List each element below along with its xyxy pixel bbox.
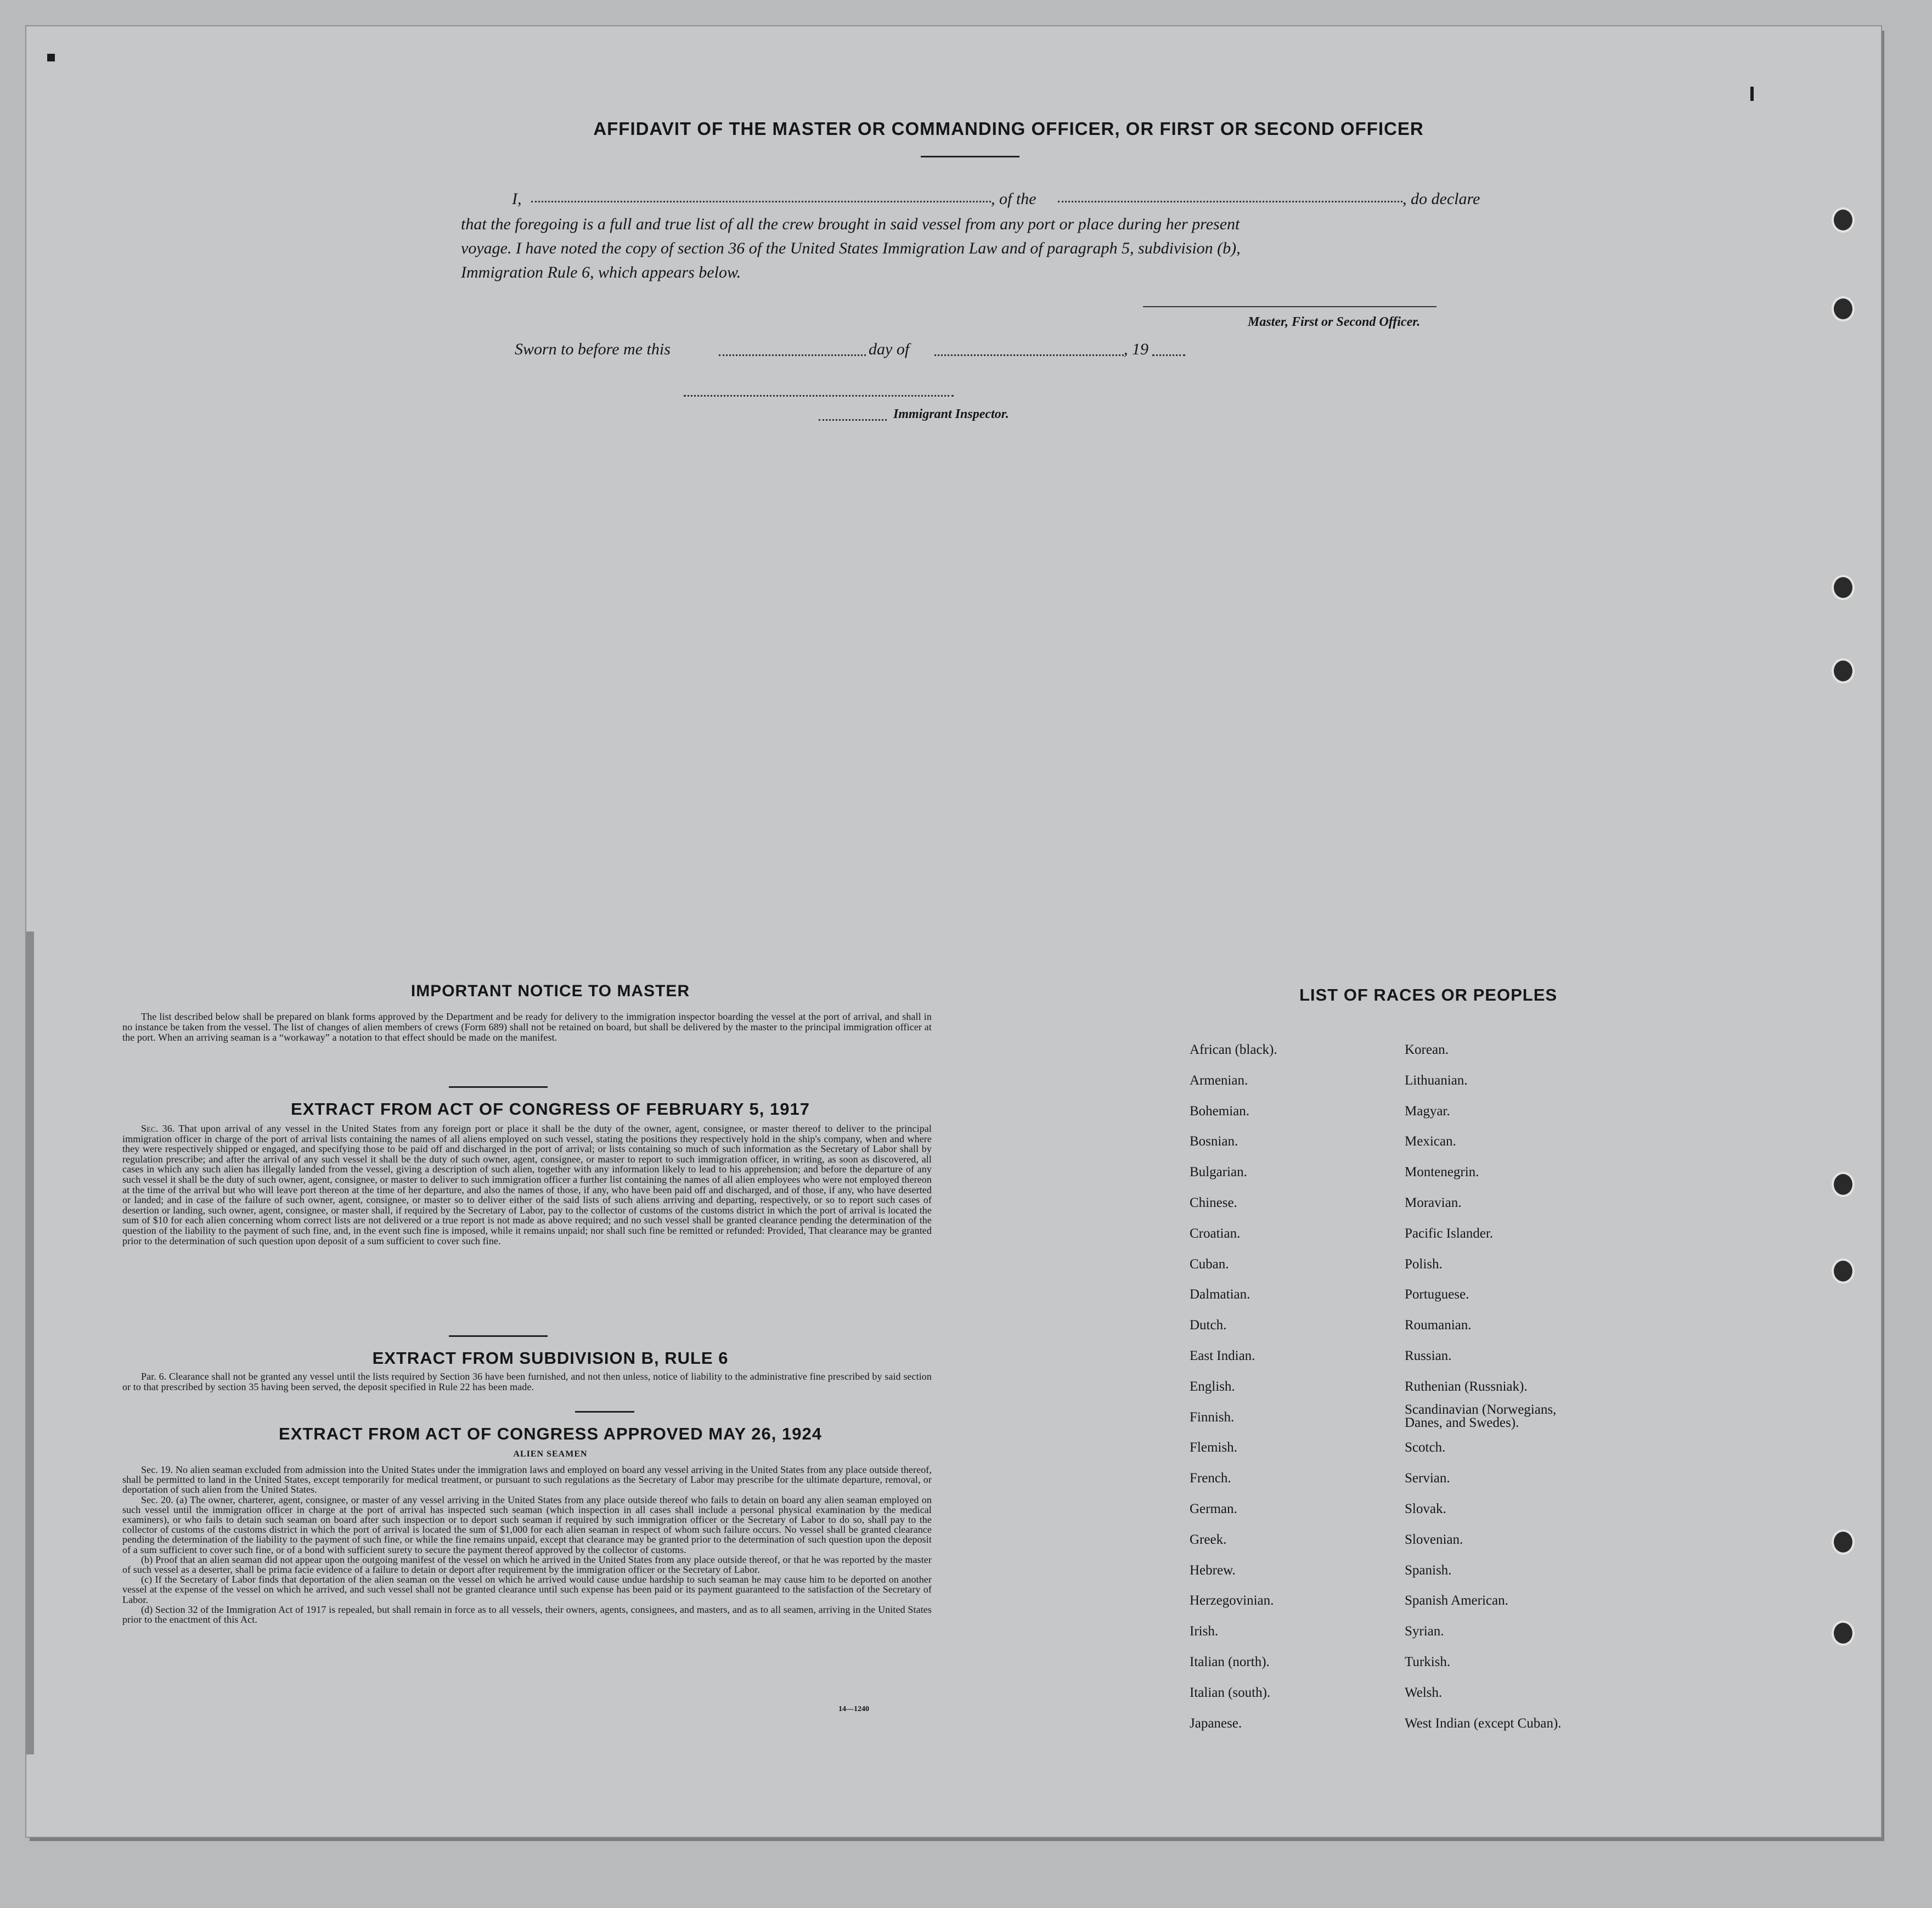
race-item: Scotch. — [1405, 1440, 1446, 1455]
notice-paragraph: The list described below shall be prepared on blank forms approved by the Department and be ready for delivery to the immigration inspector boarding the vessel at the port of arrival, and shall in no instance be taken from the vessel. The list of changes of alien members of crews (Form 689) shall not be retained on board, but shall be delivered by the master to the principal immigration officer at the port. When an arriving seaman is a “workaway” a notation to that effect should be made on the manifest. — [122, 1011, 932, 1043]
race-item: Mexican. — [1405, 1134, 1456, 1149]
sec-36-label: Sec. 36. — [141, 1123, 175, 1134]
sworn-end: , 19 — [1124, 340, 1148, 358]
divider-2 — [449, 1335, 548, 1337]
race-item: Bosnian. — [1190, 1134, 1238, 1149]
master-signature-field[interactable] — [1143, 306, 1437, 307]
affidavit-line4: Immigration Rule 6, which appears below. — [461, 263, 741, 281]
corner-mark — [47, 54, 55, 61]
master-signature-caption: Master, First or Second Officer. — [1248, 315, 1421, 329]
race-item: English. — [1190, 1379, 1235, 1394]
extract-1924-title: EXTRACT FROM ACT OF CONGRESS APPROVED MAY 26, 1924 — [279, 1424, 822, 1443]
race-item: Armenian. — [1190, 1072, 1248, 1088]
race-item: Irish. — [1190, 1624, 1219, 1639]
race-item: German. — [1190, 1501, 1237, 1516]
rule6-text — [122, 1371, 932, 1392]
race-item: Ruthenian (Russniak). — [1405, 1379, 1528, 1394]
rule6-title: EXTRACT FROM SUBDIVISION B, RULE 6 — [372, 1348, 729, 1368]
race-item: Pacific Islander. — [1405, 1226, 1494, 1241]
race-item: Italian (south). — [1190, 1685, 1271, 1700]
races-right-column — [1405, 1042, 1690, 1755]
affidavit-title: AFFIDAVIT OF THE MASTER OR COMMANDING OFFICER, OR FIRST OR SECOND OFFICER — [593, 118, 1424, 139]
notice-title: IMPORTANT NOTICE TO MASTER — [410, 982, 690, 1000]
race-item: Welsh. — [1405, 1685, 1443, 1700]
divider-1 — [449, 1086, 548, 1088]
vessel-field[interactable] — [1058, 201, 1402, 202]
punch-hole — [1832, 575, 1855, 600]
sec-19-paragraph: Sec. 19. No alien seaman excluded from admission into the United States under the immigration laws and employed on board any vessel arriving in the United States from any place outside thereof, shall be permitted to land in the United States, except temporarily for medical treatment, or pursuant to such regulations as the Secretary of Labor may prescribe for the ultimate departure, removal, or deportation of such alien from the United States. — [122, 1464, 932, 1495]
edge-mark — [1750, 87, 1754, 101]
sworn-day-field[interactable] — [719, 354, 866, 356]
punch-hole — [1832, 1172, 1855, 1197]
race-item: Lithuanian. — [1405, 1072, 1468, 1088]
alien-seamen-subtitle: ALIEN SEAMEN — [513, 1449, 588, 1459]
declarant-name-field[interactable] — [531, 201, 991, 202]
race-item: Servian. — [1405, 1471, 1450, 1486]
divider-3 — [575, 1411, 634, 1413]
race-item: Croatian. — [1190, 1226, 1241, 1241]
race-item: Syrian. — [1405, 1624, 1444, 1639]
affidavit-line2: that the foregoing is a full and true list of all the crew brought in said vessel from any port or place during her present — [461, 215, 1240, 233]
affidavit-title-rule — [921, 156, 1019, 157]
races-title: LIST OF RACES OR PEOPLES — [1299, 985, 1558, 1004]
affidavit-line3: voyage. I have noted the copy of section 36 of the United States Immigration Law and of paragraph 5, subdivision (b), — [461, 239, 1241, 257]
inspector-signature-field[interactable] — [684, 395, 954, 397]
race-item: East Indian. — [1190, 1348, 1255, 1363]
inspector-caption: Immigrant Inspector. — [893, 407, 1009, 421]
race-item: Portuguese. — [1405, 1287, 1469, 1302]
race-item: Moravian. — [1405, 1195, 1462, 1210]
sworn-month-field[interactable] — [934, 354, 1124, 356]
race-item: Scandinavian (Norwegians, Danes, and Swedes). — [1405, 1402, 1557, 1430]
races-left-column — [1190, 1042, 1398, 1755]
race-item: Chinese. — [1190, 1195, 1237, 1210]
sec-20a-paragraph: Sec. 20. (a) The owner, charterer, agent, consignee, or master of any vessel arriving in the United States from any place outside thereof who fails to detain on board any alien seaman employed on such vessel until the immigration officer in charge at the port of arrival has inspected such seaman (which inspection in all cases shall include a personal physical examination by the medical examiners), or who fails to detain such seaman on board after such inspection or to deport such seaman if required by such immigration officer or the Secretary of Labor to do so, shall pay to the collector of customs of the customs district in which the port of arrival is located the sum of $1,000 for each alien seaman in respect of whom such failure occurs. No vessel shall be granted clearance pending the determination of the liability to the payment of such fine, or while the fine remains unpaid, except that clearance may be granted prior to the determination of such question upon the deposit of a sum sufficient to cover such fine, or of a bond with sufficient surety to secure the payment thereof approved by the collector of customs. — [122, 1494, 932, 1555]
punch-hole — [1832, 296, 1855, 321]
affidavit-line1-mid: , of the — [991, 190, 1037, 208]
race-item: Bohemian. — [1190, 1103, 1250, 1119]
race-item: Hebrew. — [1190, 1562, 1236, 1578]
affidavit-line1-end: , do declare — [1402, 190, 1480, 208]
race-item: Dutch. — [1190, 1318, 1227, 1333]
sec-36-body: That upon arrival of any vessel in the United States from any foreign port or place it shall be the duty of the owner, agent, consignee, or master thereof to deliver to the principal immigration officer in charge of the port of arrival lists containing the names of all aliens employed on such vessel, stating the positions they respectively hold in the ship's company, when and where they were respectively shipped or engaged, and specifying those to be paid off and discharged in the port of arrival; or lists containing so much of such information as the Secretary of Labor shall by regulation prescribe; and after the arrival of any such vessel it shall be the duty of such owner, agent, consignee, or master to report to such immigration officer, in writing, as soon as discovered, all cases in which any such alien has illegally landed from the vessel, giving a description of such alien, together with any information likely to lead to his apprehension; and before the departure of any such vessel it shall be the duty of such owner, agent, consignee, or master to deliver to such immigration officer a further list containing the names of all alien employees who were not employed thereon at the time of the arrival but who will leave port thereon at the time of her departure, and also the names of those, if any, who have been paid off and discharged, and of those, if any, who have deserted or landed; and in case of the failure of such owner, agent, consignee, or master so to deliver either of the said lists of such aliens arriving and departing, respectively, or so to report such cases of desertion or landing, such owner, agent, consignee, or master shall, if required by the Secretary of Labor, pay to the collector of customs of the customs district in which the port of arrival is located the sum of $10 for each alien concerning whom correct lists are not delivered or a true report is not made as above required; and no such vessel shall be granted clearance pending the determination of the question of the liability to the payment of such fine, and, in the event such fine is imposed, while it remains unpaid; nor shall such fine be remitted or refunded: Provided, That clearance may be granted prior to the determination of such question upon deposit of a sum sufficient to cover such fine. — [122, 1123, 932, 1246]
race-item: African (black). — [1190, 1042, 1277, 1057]
race-item: Spanish American. — [1405, 1593, 1508, 1608]
race-item: Dalmatian. — [1190, 1287, 1251, 1302]
race-item: Cuban. — [1190, 1256, 1229, 1272]
race-item: Bulgarian. — [1190, 1165, 1247, 1180]
race-item: Flemish. — [1190, 1440, 1237, 1455]
punch-hole — [1832, 1529, 1855, 1555]
race-item: Spanish. — [1405, 1562, 1452, 1578]
race-item: Montenegrin. — [1405, 1165, 1479, 1180]
race-item: Roumanian. — [1405, 1318, 1472, 1333]
sworn-start: Sworn to before me this — [515, 340, 671, 358]
sec-20b-paragraph: (b) Proof that an alien seaman did not appear upon the outgoing manifest of the vessel on which he arrived in the United States from any place outside thereof, or that he was reported by the master of such vessel as a deserter, shall be prima facie evidence of a failure to detain or deport after requirement by the immigration officer or the Secretary of Labor. — [122, 1554, 932, 1576]
punch-hole — [1832, 1258, 1855, 1284]
form-sheet — [26, 26, 1881, 1837]
extract-1917-title: EXTRACT FROM ACT OF CONGRESS OF FEBRUARY 5, 1917 — [291, 1099, 810, 1119]
punch-hole — [1832, 658, 1855, 684]
race-item: Japanese. — [1190, 1715, 1242, 1731]
race-item: Turkish. — [1405, 1655, 1451, 1669]
race-item: Korean. — [1405, 1042, 1449, 1057]
race-item: Slovak. — [1405, 1501, 1446, 1516]
edge-mark — [26, 932, 34, 1754]
extract-1924-text — [122, 1465, 932, 1624]
extract-1917-text — [122, 1124, 932, 1246]
race-item: Greek. — [1190, 1532, 1227, 1547]
race-item: Polish. — [1405, 1256, 1443, 1272]
punch-hole — [1832, 1621, 1855, 1646]
race-item: Italian (north). — [1190, 1655, 1270, 1669]
sworn-year-field[interactable] — [1152, 354, 1185, 356]
rule6-paragraph: Par. 6. Clearance shall not be granted any vessel until the lists required by Section 36 have been furnished, and not then unless, notice of liability to the administrative fine prescribed by said section or to that prescribed by section 35 having been served, the deposit specified in Rule 22 has been made. — [122, 1371, 932, 1392]
race-item: Herzegovinian. — [1190, 1593, 1274, 1608]
form-number: 14—1240 — [838, 1705, 869, 1713]
sworn-mid: day of — [869, 340, 910, 358]
affidavit-line1-start: I, — [512, 190, 522, 208]
race-item: West Indian (except Cuban). — [1405, 1715, 1562, 1731]
sec-20c-paragraph: (c) If the Secretary of Labor finds that deportation of the alien seaman on the vessel on which he arrived would cause undue hardship to such seaman he may cause him to be deported on another vessel at the expense of the vessel on which he arrived, and such vessel shall not be granted clearance until such expense has been paid or its payment guaranteed to the satisfaction of the Secretary of Labor. — [122, 1574, 932, 1605]
notice-text — [122, 1012, 932, 1043]
race-item: French. — [1190, 1471, 1231, 1486]
race-item: Magyar. — [1405, 1103, 1450, 1119]
race-item: Slovenian. — [1405, 1532, 1463, 1547]
race-item: Russian. — [1405, 1348, 1452, 1363]
inspector-signature-field-2[interactable] — [819, 419, 887, 421]
sec-20d-paragraph: (d) Section 32 of the Immigration Act of 1917 is repealed, but shall remain in force as to all vessels, their owners, agents, consignees, and masters, and as to all seamen, arriving in the United States prior to the enactment of this Act. — [122, 1604, 932, 1625]
race-item: Finnish. — [1190, 1409, 1235, 1425]
punch-hole — [1832, 207, 1855, 233]
